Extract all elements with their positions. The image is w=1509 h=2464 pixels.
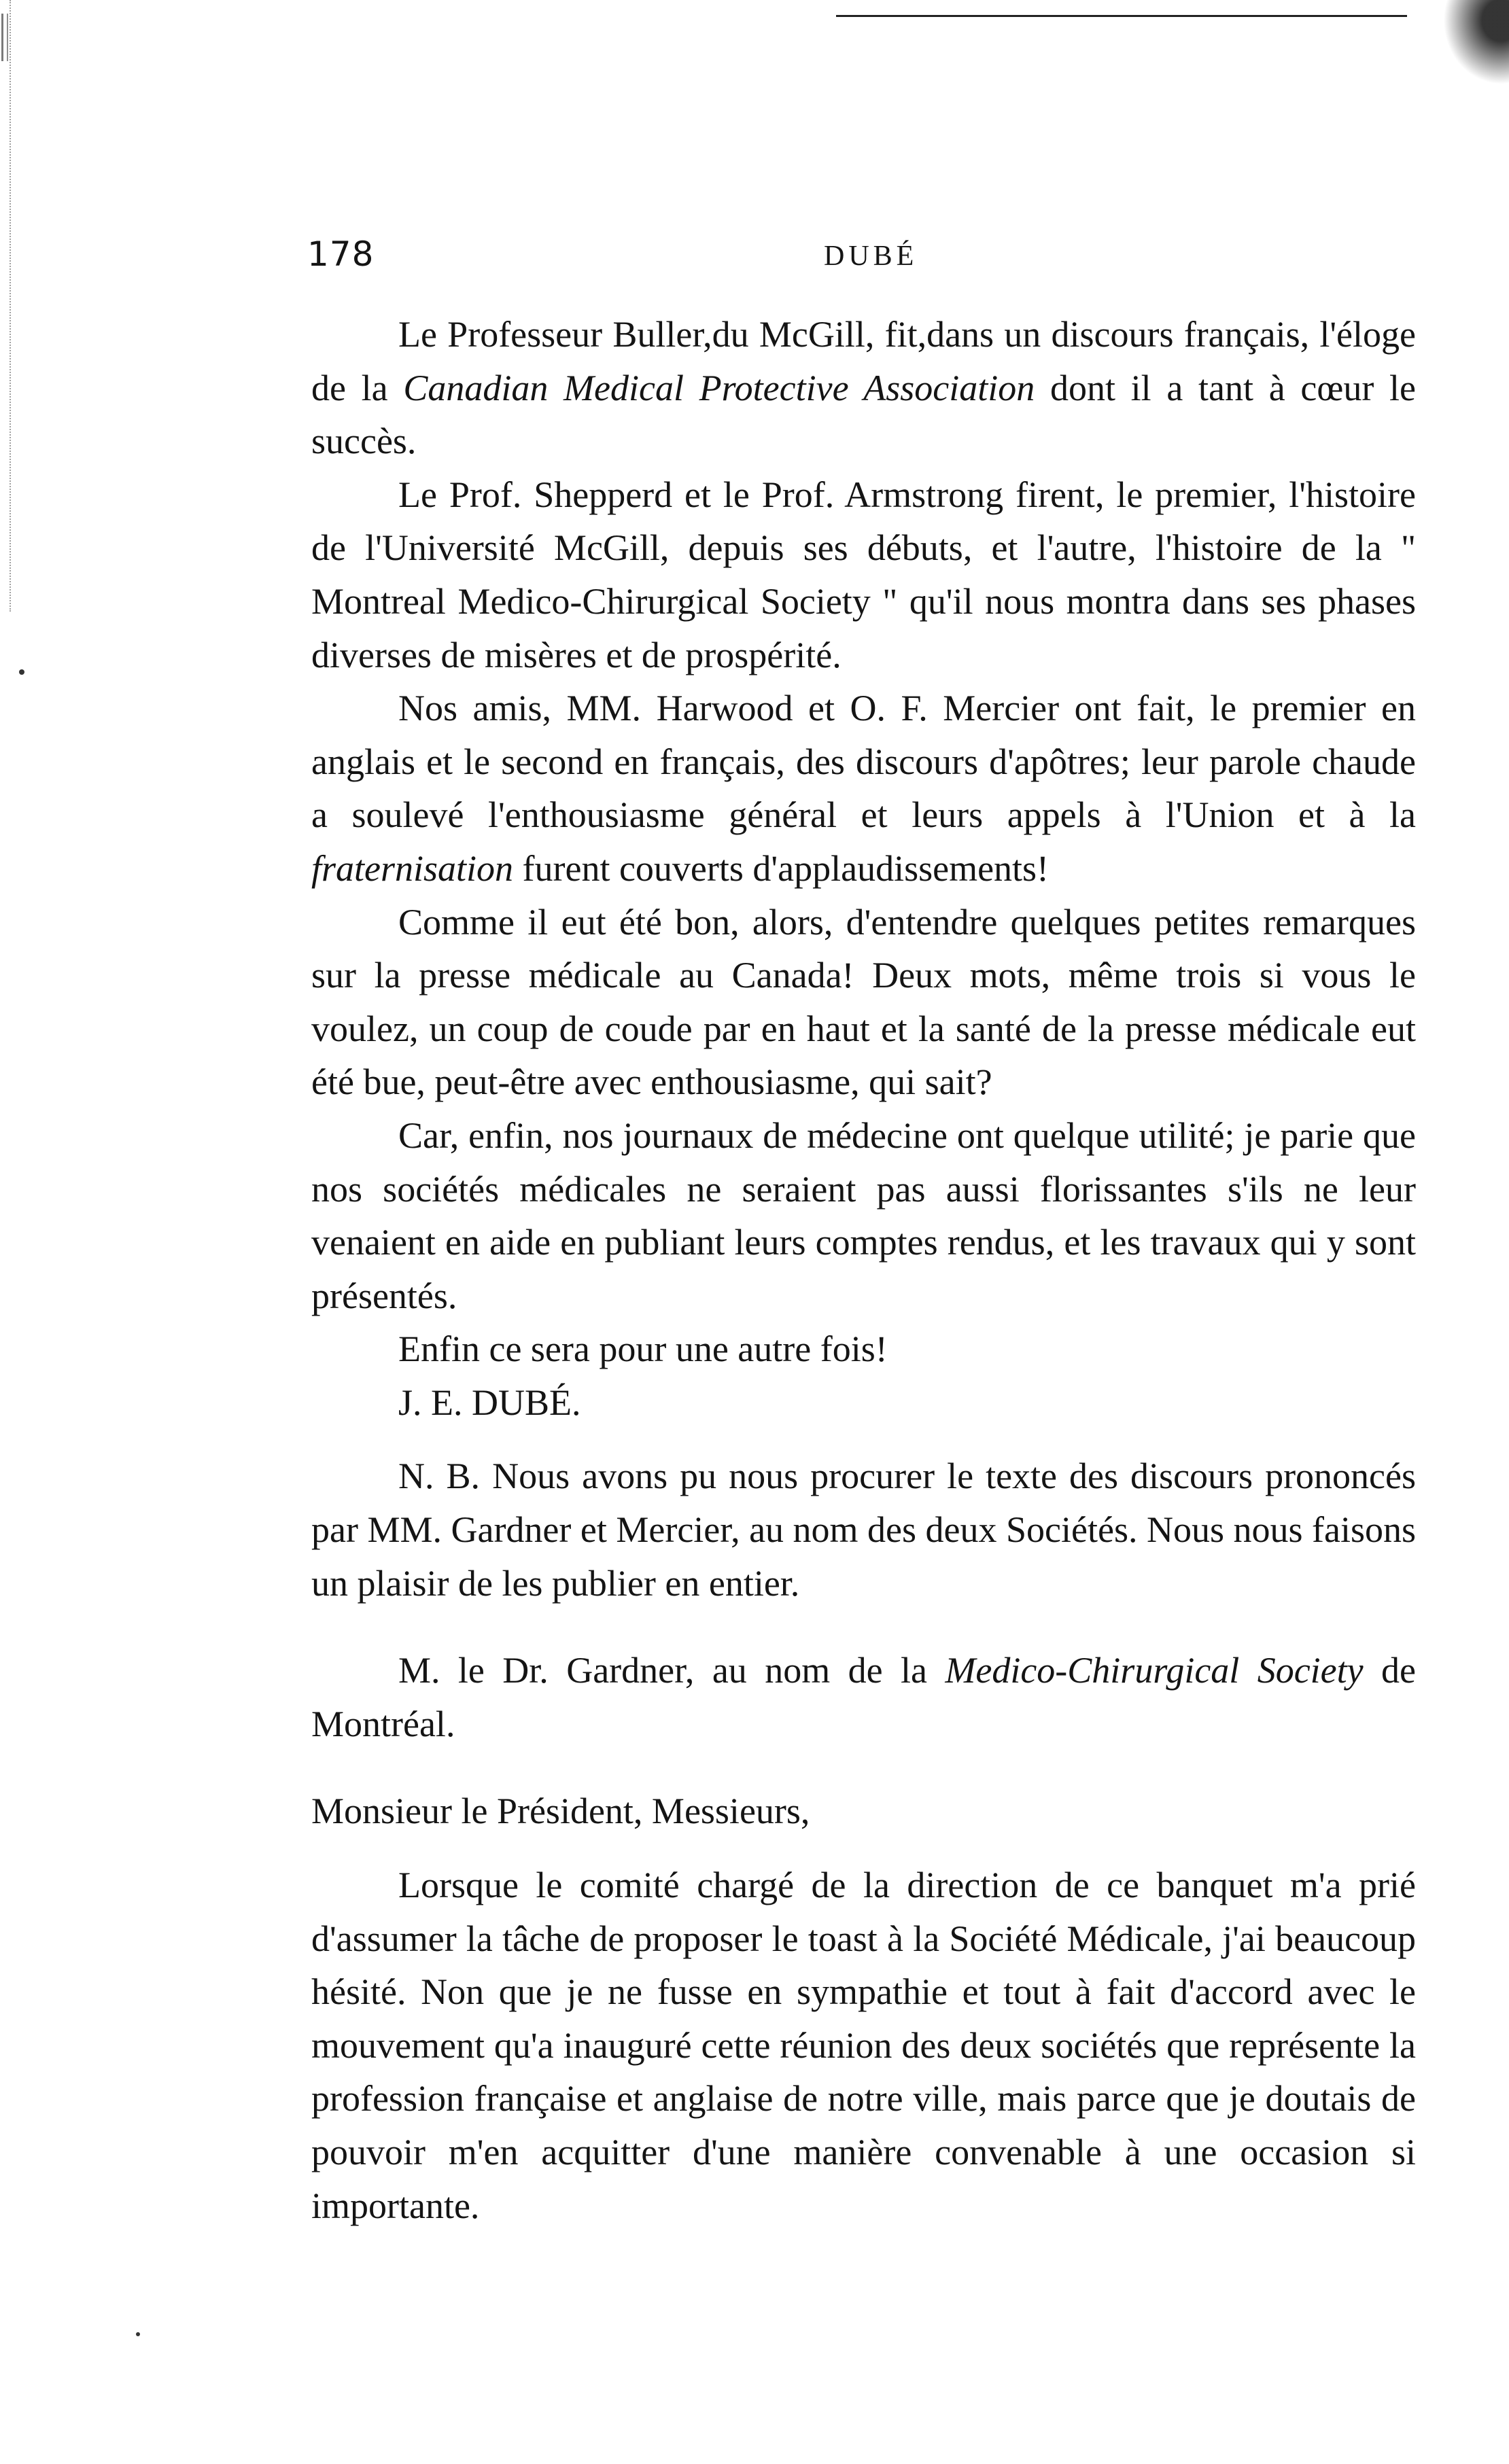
italic-word: fraternisation [311, 847, 514, 889]
speaker-line [311, 1644, 1416, 1750]
spacer [311, 1838, 1416, 1859]
italic-title: Medico-Chirurgical Society [945, 1650, 1364, 1691]
paragraph: Le Prof. Shepperd et le Prof. Armstrong firent, le premier, l'histoire de l'Université McGill, depuis ses débuts, et l'autre, l'histoire de la " Montreal Medico-Chirurgical Society " qu'il nous montra dans ses phases diverses de misères et de prospérité. [311, 474, 1416, 675]
scan-edge-left [10, 0, 15, 612]
paragraph: Comme il eut été bon, alors, d'entendre quelques petites remarques sur la presse médicale au Canada! Deux mots, même trois si vous le voulez, un coup de coude par en haut et la santé de la presse médicale eut été bue, peut-être avec enthousiasme, qui sait? [311, 901, 1416, 1103]
paragraph-text: Nos amis, MM. Harwood et O. F. Mercier ont fait, le premier en anglais et le second en français, des discours d'apôtres; leur parole chaude a soulevé l'enthousiasme général et leurs appels à l'Union et à la [311, 688, 1416, 836]
scan-corner-shadow [1427, 0, 1509, 102]
spacer [311, 1750, 1416, 1784]
page-body [311, 308, 1416, 2232]
paragraph: Car, enfin, nos journaux de médecine ont quelque utilité; je parie que nos sociétés médicales ne seraient pas aussi florissantes s'ils ne leur venaient en aide en publiant leurs comptes rendus, et les travaux qui y sont présentés. [311, 1114, 1416, 1316]
running-head: DUBÉ [824, 241, 918, 272]
spacer [311, 1610, 1416, 1644]
italic-title: Canadian Medical Protective Association [403, 367, 1035, 408]
page-header [307, 234, 1429, 282]
paragraph [311, 308, 1416, 468]
scan-speck [19, 669, 24, 675]
scan-speck [136, 2332, 140, 2336]
page-number: 178 [307, 234, 375, 274]
paragraph-text: de Montréal. [311, 1650, 1416, 1744]
paragraph [311, 682, 1416, 895]
salutation: Monsieur le Président, Messieurs, [311, 1791, 810, 1832]
spacer [311, 1429, 1416, 1449]
paragraph-text: dont il a tant à cœur le succès. [311, 367, 1416, 462]
signature: J. E. DUBÉ. [398, 1381, 581, 1423]
scan-top-rule [836, 15, 1407, 17]
nota-bene: N. B. Nous avons pu nous procurer le texte des discours prononcés par MM. Gardner et Mercier, au nom des deux Sociétés. Nous nous faisons un plaisir de les publier en entier. [311, 1456, 1416, 1604]
paragraph-text: Le Professeur Buller,du McGill, fit,dans un discours français, l'éloge de la [311, 314, 1416, 408]
paragraph-text: furent couverts d'applaudissements! [513, 847, 1050, 889]
paragraph-text: M. le Dr. Gardner, au nom de la [398, 1650, 946, 1691]
paragraph: Enfin ce sera pour une autre fois! [398, 1328, 888, 1370]
paragraph: Lorsque le comité chargé de la direction de ce banquet m'a prié d'assumer la tâche de proposer le toast à la Société Médicale, j'ai beaucoup hésité. Non que je ne fusse en sympathie et tout à fait d'accord avec le mouvement qu'a inauguré cette réunion des deux sociétés que représente la profession française et anglaise de notre ville, mais parce que je doutais de pouvoir m'en acquitter d'une manière convenable à une occasion si importante. [311, 1865, 1416, 2226]
